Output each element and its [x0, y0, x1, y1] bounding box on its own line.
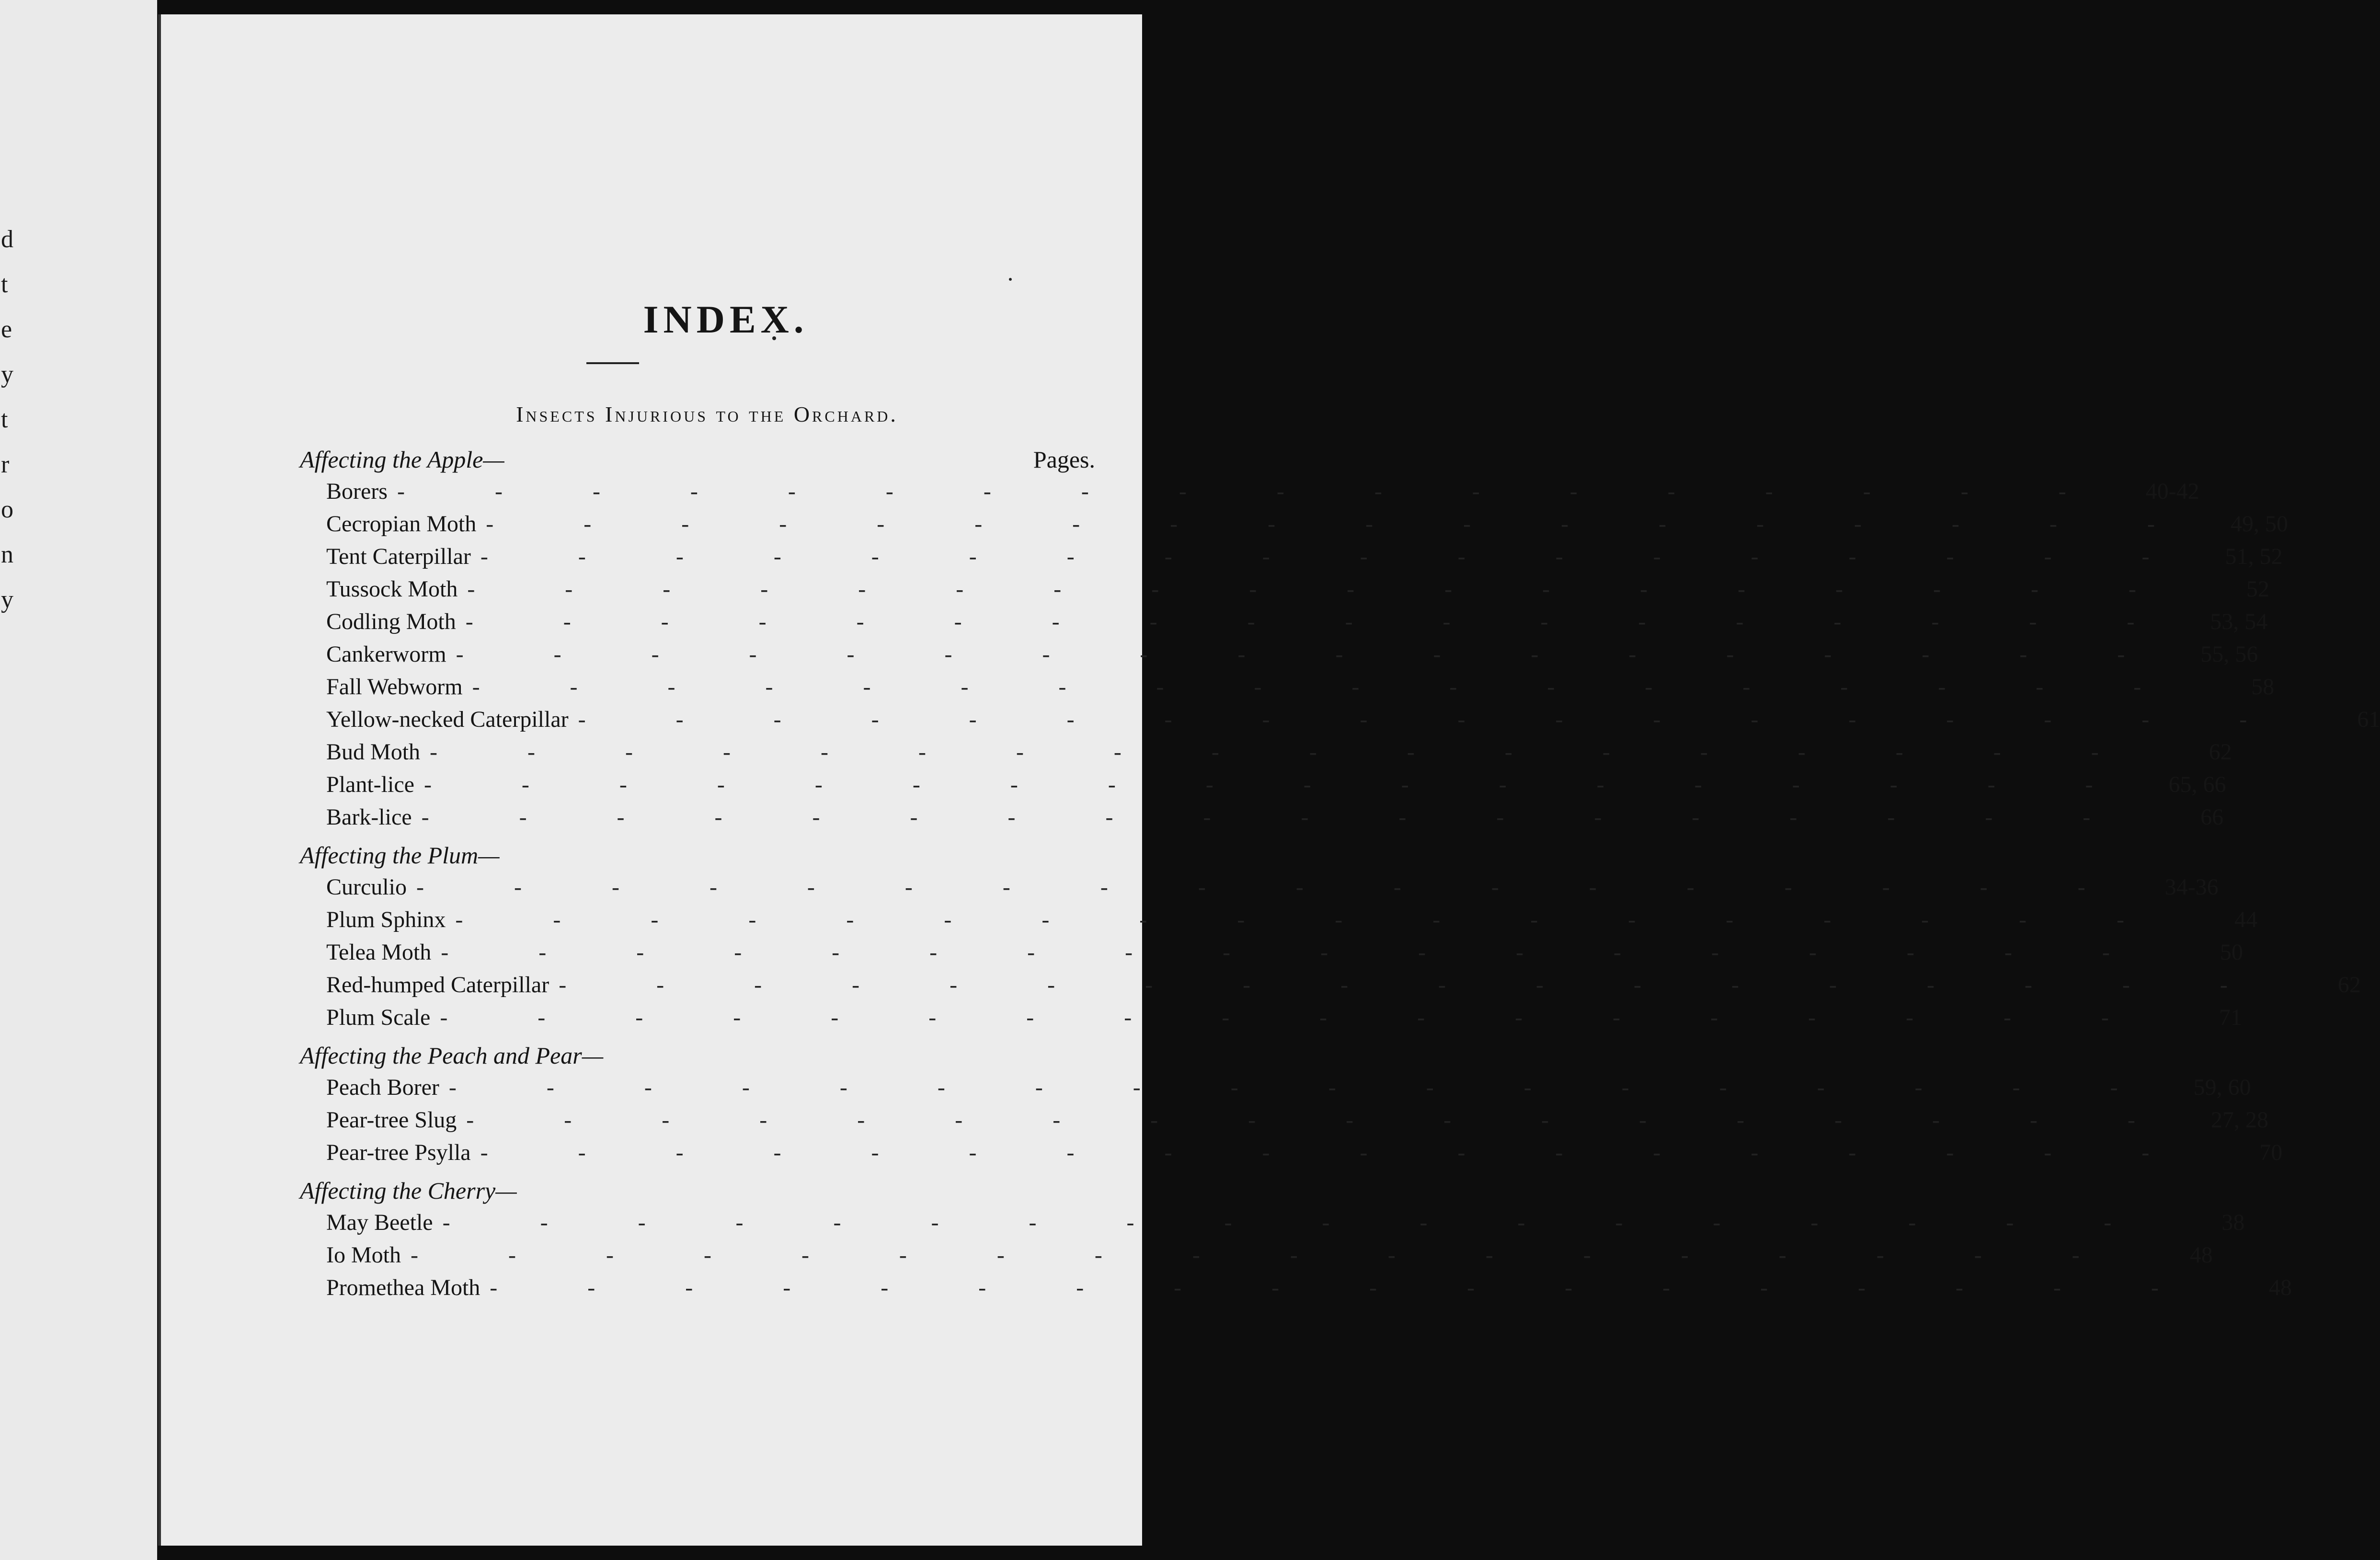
dot-leader: - - - - - - - - - - - - - - - - - - [397, 479, 2108, 504]
entry-name: Cecropian Moth [326, 511, 477, 537]
entry-name: Telea Moth [326, 940, 432, 965]
index-entry [300, 771, 2226, 804]
entry-pages: 44 [2234, 907, 2258, 932]
entry-name: Cankerworm [326, 642, 446, 667]
index-entry [300, 739, 2232, 771]
dot-leader: - - - - - - - - - - - - - - - - - - [456, 642, 2167, 667]
entry-name: Red-humped Caterpillar [326, 972, 549, 998]
dot-leader: - - - - - - - - - - - - - - - - - - [472, 674, 2184, 700]
index-entry [300, 804, 2224, 837]
previous-page-edge [0, 0, 157, 1560]
index-entry [300, 576, 2270, 608]
entry-name: Plum Scale [326, 1005, 431, 1030]
entry-pages: 62 [2208, 739, 2232, 765]
section-heading-text: Affecting the Plum— [300, 842, 500, 869]
dot-leader: - - - - - - - - - - - - - - - - - - [441, 940, 2152, 965]
previous-page-fragment: y [1, 361, 13, 388]
entry-pages: 38 [2221, 1210, 2245, 1235]
previous-page-fragment: y [1, 586, 13, 613]
entry-pages: 55, 56 [2200, 642, 2258, 667]
previous-page-fragment: e [1, 316, 12, 343]
dot-leader: - - - - - - - - - - - - - - - - - - [480, 1140, 2192, 1165]
entry-name: Bud Moth [326, 739, 421, 765]
index-entry [300, 1274, 2292, 1307]
index-entry [300, 1139, 2283, 1172]
dot-leader: - - - - - - - - - - - - - - - - - - [465, 609, 2177, 634]
entry-name: Fall Webworm [326, 674, 463, 700]
entry-pages: 50 [2220, 940, 2243, 965]
print-speck [1009, 278, 1012, 281]
page-title: INDEX. [643, 298, 809, 341]
dot-leader: - - - - - - - - - - - - - - - - - - [421, 804, 2133, 830]
dot-leader: - - - - - - - - - - - - - - - - - - [411, 1242, 2122, 1268]
dot-leader: - - - - - - - - - - - - - - - - - - [480, 544, 2192, 569]
index-page [158, 14, 2380, 1546]
entry-name: Pear-tree Slug [326, 1107, 457, 1133]
dot-leader: - - - - - - - - - - - - - - - - - - [466, 1107, 2177, 1133]
section-heading-text: Affecting the Peach and Pear— [300, 1042, 604, 1069]
index-entry [300, 906, 2258, 939]
dot-leader: - - - - - - - - - - - - - - - - - - [559, 972, 2270, 998]
dot-leader: - - - - - - - - - - - - - - - - - - [442, 1210, 2154, 1235]
entry-name: Bark-lice [326, 804, 412, 830]
section-heading-text: Affecting the Apple— [300, 446, 504, 473]
entry-name: Yellow-necked Caterpillar [326, 707, 569, 732]
entry-name: Borers [326, 479, 388, 504]
entry-pages: 40-42 [2145, 479, 2199, 504]
entry-pages: 51, 52 [2225, 544, 2283, 569]
index-entry [300, 972, 2361, 1004]
index-entry [300, 1004, 2243, 1037]
index-entry [300, 674, 2275, 706]
index-entry [300, 874, 2219, 906]
entry-name: Peach Borer [326, 1075, 439, 1100]
dot-leader: - - - - - - - - - - - - - - - - - - [467, 576, 2179, 602]
index-entry [300, 1209, 2245, 1242]
index-entry [300, 1074, 2251, 1107]
previous-page-fragment: o [1, 496, 13, 523]
dot-leader: - - - - - - - - - - - - - - - - - - [440, 1005, 2151, 1030]
entry-name: Tent Caterpillar [326, 544, 471, 569]
pages-column-header: Pages. [1033, 446, 1095, 473]
previous-page-fragment: t [1, 271, 8, 298]
entry-name: Curculio [326, 874, 407, 900]
previous-page-fragment: r [1, 451, 10, 478]
entry-pages: 48 [2189, 1242, 2213, 1268]
index-entry [300, 608, 2268, 641]
entry-name: Promethea Moth [326, 1275, 481, 1300]
entry-pages: 27, 28 [2211, 1107, 2268, 1133]
index-list [300, 441, 2380, 1307]
section-heading-text: Affecting the Cherry— [300, 1177, 517, 1204]
section-heading [300, 841, 1095, 874]
index-entry [300, 939, 2243, 972]
entry-name: Tussock Moth [326, 576, 458, 602]
previous-page-fragment: n [1, 541, 13, 568]
entry-name: May Beetle [326, 1210, 433, 1235]
section-heading [300, 446, 1095, 478]
entry-pages: 61 [2357, 707, 2380, 732]
dot-leader: - - - - - - - - - - - - - - - - - - [423, 772, 2135, 797]
entry-pages: 49, 50 [2230, 511, 2288, 537]
dot-leader: - - - - - - - - - - - - - - - - - - [578, 707, 2289, 732]
entry-pages: 34-36 [2164, 874, 2219, 900]
entry-pages: 59, 60 [2193, 1075, 2251, 1100]
entry-pages: 71 [2219, 1005, 2243, 1030]
index-entry [300, 543, 2283, 576]
dot-leader: - - - - - - - - - - - - - - - - - - [486, 511, 2197, 537]
entry-pages: 52 [2246, 576, 2270, 602]
entry-pages: 70 [2259, 1140, 2283, 1165]
index-entry [300, 1242, 2213, 1274]
previous-page-fragment: t [1, 406, 8, 433]
index-subtitle: Insects Injurious to the Orchard. [516, 402, 898, 426]
section-heading [300, 1177, 1095, 1209]
entry-pages: 48 [2269, 1275, 2292, 1300]
entry-pages: 62 [2337, 972, 2361, 998]
index-entry [300, 641, 2258, 674]
dot-leader: - - - - - - - - - - - - - - - - - - [455, 907, 2167, 932]
section-heading [300, 1042, 1095, 1074]
entry-name: Plant-lice [326, 772, 414, 797]
index-entry [300, 478, 2199, 511]
dot-leader: - - - - - - - - - - - - - - - - - - [490, 1275, 2201, 1300]
entry-pages: 58 [2251, 674, 2275, 700]
entry-pages: 53, 54 [2210, 609, 2268, 634]
entry-pages: 65, 66 [2168, 772, 2226, 797]
index-entry [300, 1107, 2268, 1139]
entry-name: Io Moth [326, 1242, 401, 1268]
dot-leader: - - - - - - - - - - - - - - - - - - [416, 874, 2128, 900]
index-entry [300, 706, 2380, 739]
title-rule [586, 362, 639, 364]
entry-pages: 66 [2200, 804, 2224, 830]
entry-name: Plum Sphinx [326, 907, 446, 932]
previous-page-fragment: d [1, 226, 13, 253]
dot-leader: - - - - - - - - - - - - - - - - - - [448, 1075, 2160, 1100]
entry-name: Codling Moth [326, 609, 456, 634]
dot-leader: - - - - - - - - - - - - - - - - - - [430, 739, 2141, 765]
index-entry [300, 511, 2288, 543]
entry-name: Pear-tree Psylla [326, 1140, 471, 1165]
